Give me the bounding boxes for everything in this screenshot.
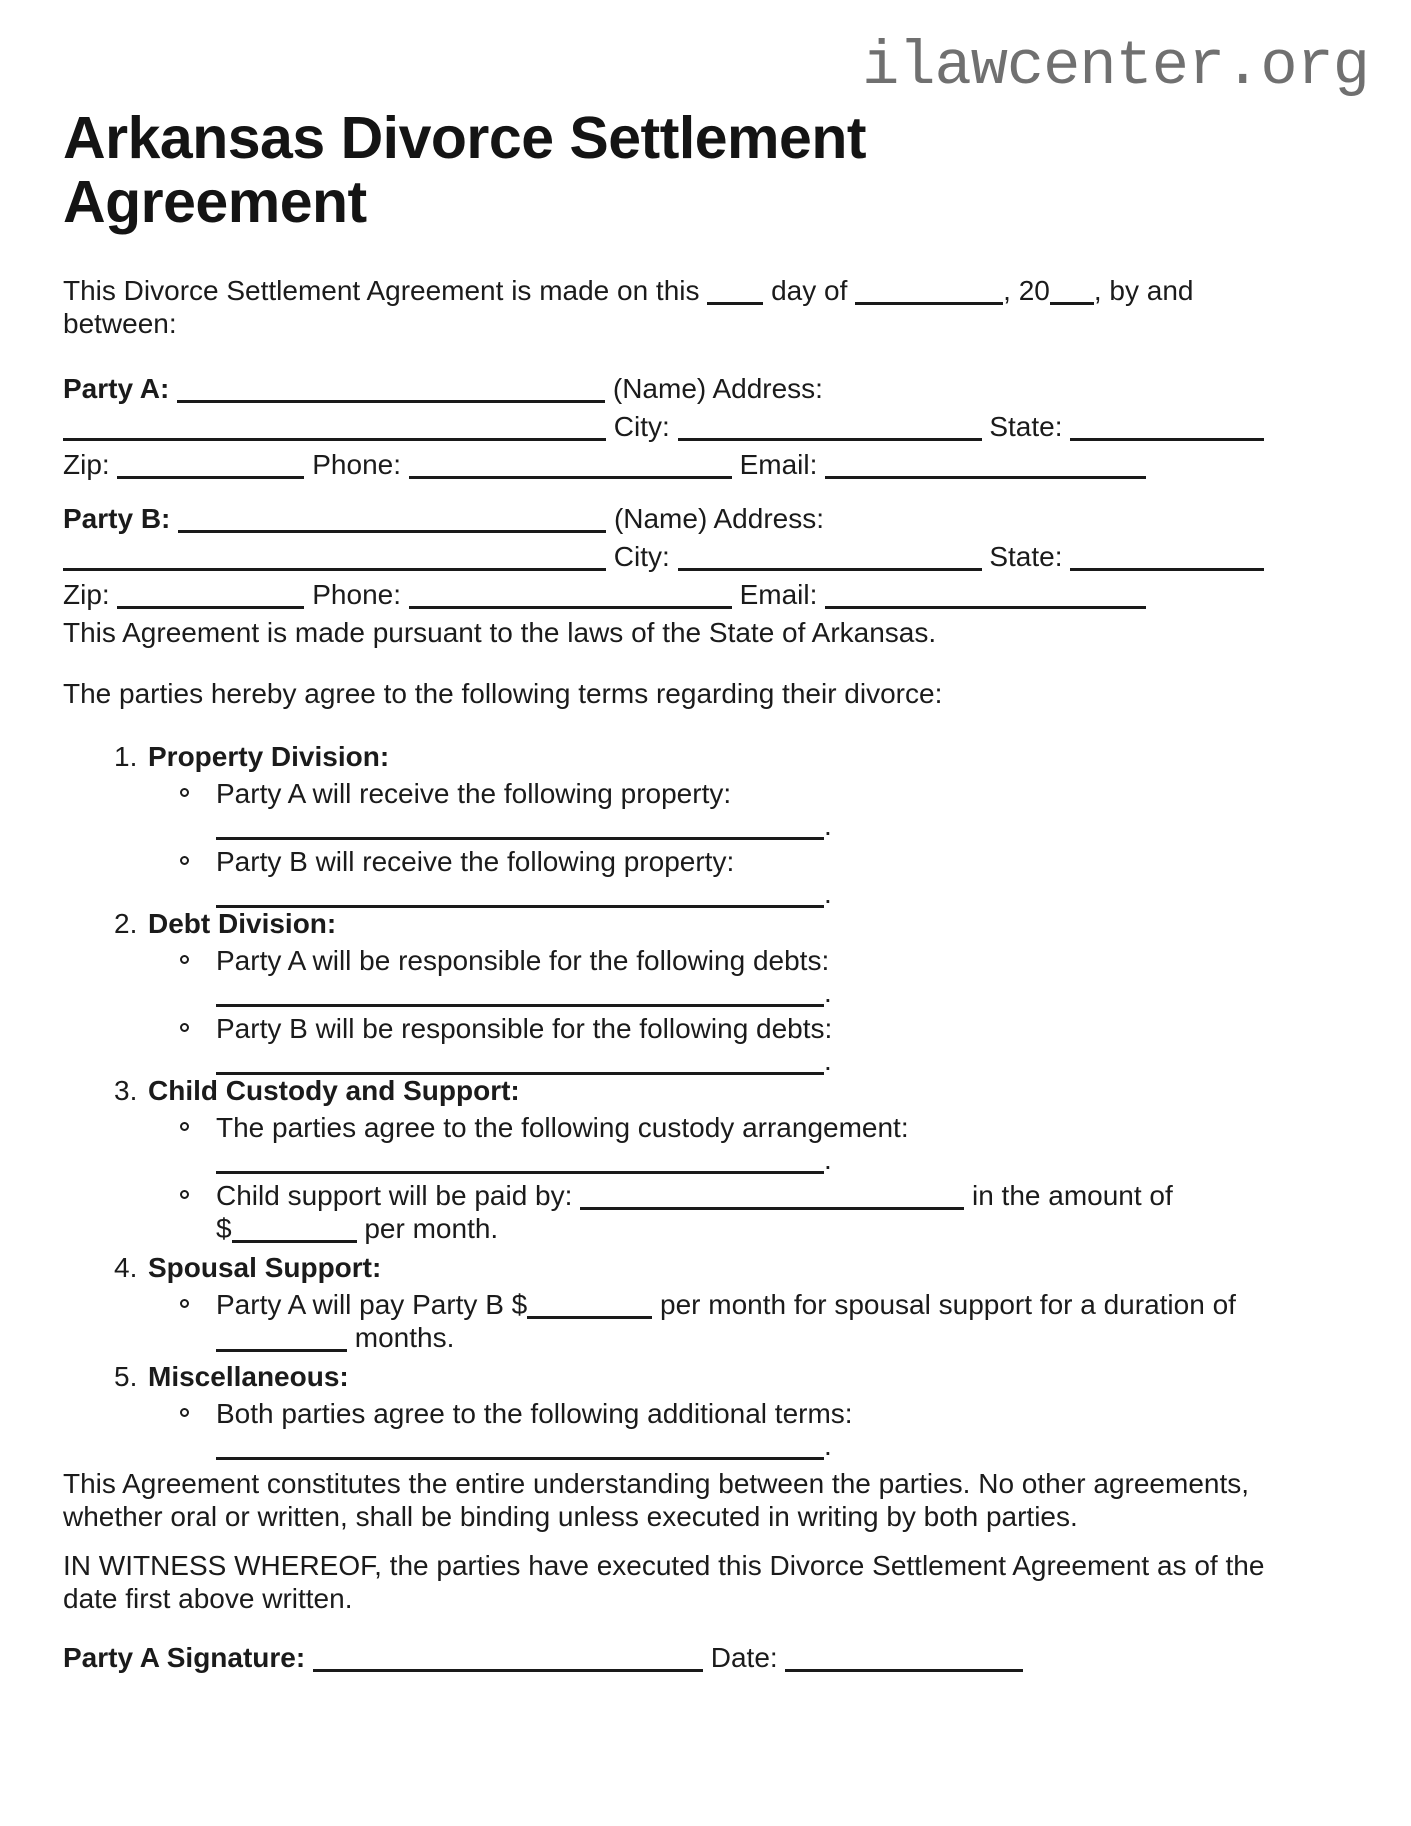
party-b-name-address-label: (Name) Address: bbox=[613, 503, 825, 534]
term-2-debt-division bbox=[63, 907, 1323, 940]
period-mark: . bbox=[824, 1430, 832, 1461]
term-2-title: Debt Division: bbox=[148, 908, 337, 939]
period-mark: . bbox=[824, 1144, 832, 1175]
circle-bullet-icon bbox=[180, 1111, 216, 1144]
misc-terms-blank-row bbox=[63, 1430, 1323, 1461]
spousal-mid: per month for spousal support for a duration bbox=[660, 1289, 1205, 1320]
term-5-title: Miscellaneous: bbox=[148, 1361, 349, 1392]
party-b-city-blank[interactable] bbox=[678, 551, 982, 571]
term-4-number: 4. bbox=[114, 1252, 138, 1283]
term-4-bullet-1 bbox=[63, 1288, 1323, 1354]
party-a-email-label: Email: bbox=[739, 449, 818, 480]
party-a-row-1 bbox=[63, 370, 1323, 408]
child-support-pre: Child support will be paid by: bbox=[216, 1180, 573, 1211]
pursuant-paragraph: This Agreement is made pursuant to the laws of the State of Arkansas. bbox=[63, 617, 937, 648]
year-blank[interactable] bbox=[1050, 285, 1094, 305]
witness-paragraph: IN WITNESS WHEREOF, the parties have executed this Divorce Settlement Agreement as of the date first above written. bbox=[63, 1550, 1265, 1614]
party-a-row-2 bbox=[63, 408, 1323, 446]
document-body bbox=[0, 274, 1411, 1677]
spousal-dollar: $ bbox=[511, 1289, 528, 1320]
debts-b-blank[interactable] bbox=[216, 1055, 824, 1075]
signature-row bbox=[63, 1639, 1323, 1677]
party-a-row-3 bbox=[63, 446, 1323, 484]
custody-blank[interactable] bbox=[216, 1154, 824, 1174]
debts-a-blank-row bbox=[63, 977, 1323, 1008]
circle-bullet-icon bbox=[180, 1397, 216, 1430]
month-blank[interactable] bbox=[855, 285, 1003, 305]
property-a-blank[interactable] bbox=[216, 820, 824, 840]
term-3-title: Child Custody and Support: bbox=[148, 1075, 520, 1106]
party-a-email-blank[interactable] bbox=[825, 459, 1146, 479]
period-mark: . bbox=[824, 1045, 832, 1076]
circle-bullet-icon bbox=[180, 1012, 216, 1045]
party-a-address-blank[interactable] bbox=[63, 421, 606, 441]
intro-line-end: , by and bbox=[1093, 275, 1194, 306]
terms-list bbox=[63, 740, 1323, 1461]
party-b-state-label: State: bbox=[989, 541, 1063, 572]
party-b-row-3 bbox=[63, 576, 1323, 614]
date-blank[interactable] bbox=[785, 1652, 1023, 1672]
circle-bullet-icon bbox=[180, 944, 216, 977]
document-title: Arkansas Divorce Settlement Agreement bbox=[63, 105, 867, 235]
term-3-child-custody bbox=[63, 1074, 1323, 1107]
intro-year-prefix: , 20 bbox=[1003, 275, 1050, 306]
spousal-duration-blank[interactable] bbox=[216, 1332, 347, 1352]
spousal-pre: Party A will pay Party B bbox=[216, 1289, 504, 1320]
child-support-payer-blank[interactable] bbox=[580, 1190, 964, 1210]
party-b-block bbox=[63, 500, 1323, 614]
date-label: Date: bbox=[710, 1642, 778, 1673]
spousal-post: months. bbox=[354, 1322, 455, 1353]
party-a-signature-blank[interactable] bbox=[313, 1652, 703, 1672]
party-a-block bbox=[63, 370, 1323, 484]
party-b-zip-label: Zip: bbox=[63, 579, 110, 610]
party-b-state-blank[interactable] bbox=[1070, 551, 1264, 571]
spousal-of: of bbox=[1212, 1289, 1236, 1320]
term-2-bullet-1: Party A will be responsible for the following debts: bbox=[63, 944, 1323, 977]
day-blank[interactable] bbox=[707, 285, 763, 305]
term-1-bullet-2: Party B will receive the following property: bbox=[63, 845, 1323, 878]
child-support-amount-blank[interactable] bbox=[232, 1223, 357, 1243]
party-a-name-address-label: (Name) Address: bbox=[612, 373, 823, 404]
party-a-signature-label: Party A Signature: bbox=[63, 1642, 306, 1673]
party-b-address-blank[interactable] bbox=[63, 551, 606, 571]
intro-line-1 bbox=[63, 274, 1323, 307]
intro-text-pre: This Divorce Settlement Agreement is made on this bbox=[63, 275, 700, 306]
party-a-city-label: City: bbox=[613, 411, 670, 442]
entire-agreement-paragraph: This Agreement constitutes the entire understanding between the parties. No other agreements, whether oral or written, shall be binding unless executed in writing by both parties. bbox=[63, 1468, 1250, 1532]
party-b-row-1 bbox=[63, 500, 1323, 538]
term-1-title: Property Division: bbox=[148, 741, 390, 772]
party-a-zip-blank[interactable] bbox=[117, 459, 304, 479]
term-3-bullet-1: The parties agree to the following custody arrangement: bbox=[63, 1111, 1323, 1144]
child-support-dollar: $ bbox=[216, 1213, 232, 1244]
intro-paragraph bbox=[63, 274, 1323, 340]
property-b-blank[interactable] bbox=[216, 888, 824, 908]
party-a-city-blank[interactable] bbox=[678, 421, 982, 441]
debts-a-blank[interactable] bbox=[216, 987, 824, 1007]
term-4-spousal-support bbox=[63, 1251, 1323, 1284]
intro-day-of: day of bbox=[771, 275, 848, 306]
period-mark: . bbox=[824, 977, 832, 1008]
term-5-miscellaneous bbox=[63, 1360, 1323, 1393]
party-a-label: Party A: bbox=[63, 373, 170, 404]
period-mark: . bbox=[824, 878, 832, 909]
term-1-number: 1. bbox=[114, 741, 138, 772]
term-5-number: 5. bbox=[114, 1361, 138, 1392]
term-2-number: 2. bbox=[114, 908, 138, 939]
hereby-paragraph: The parties hereby agree to the following terms regarding their divorce: bbox=[63, 678, 943, 709]
party-a-phone-label: Phone: bbox=[312, 449, 401, 480]
circle-bullet-icon bbox=[180, 777, 216, 810]
intro-line-2: between: bbox=[63, 308, 177, 339]
misc-terms-blank[interactable] bbox=[216, 1440, 824, 1460]
party-b-email-label: Email: bbox=[739, 579, 818, 610]
party-a-phone-blank[interactable] bbox=[409, 459, 732, 479]
debts-b-blank-row bbox=[63, 1045, 1323, 1076]
term-5-bullet-1: Both parties agree to the following additional terms: bbox=[63, 1397, 1323, 1430]
child-support-mid: in the amount of bbox=[971, 1180, 1173, 1211]
circle-bullet-icon bbox=[180, 845, 216, 878]
property-a-blank-row bbox=[63, 810, 1323, 841]
party-b-label: Party B: bbox=[63, 503, 171, 534]
term-2-bullet-2: Party B will be responsible for the following debts: bbox=[63, 1012, 1323, 1045]
party-b-email-blank[interactable] bbox=[825, 589, 1146, 609]
party-b-zip-blank[interactable] bbox=[117, 589, 304, 609]
child-support-post: per month. bbox=[364, 1213, 499, 1244]
party-b-phone-label: Phone: bbox=[312, 579, 401, 610]
term-1-property-division bbox=[63, 740, 1323, 773]
term-4-title: Spousal Support: bbox=[148, 1252, 382, 1283]
term-3-bullet-2 bbox=[63, 1179, 1323, 1245]
party-a-state-label: State: bbox=[989, 411, 1063, 442]
custody-blank-row bbox=[63, 1144, 1323, 1175]
party-b-name-blank[interactable] bbox=[178, 513, 606, 533]
party-b-city-label: City: bbox=[613, 541, 670, 572]
circle-bullet-icon bbox=[180, 1288, 216, 1354]
party-b-row-2 bbox=[63, 538, 1323, 576]
party-a-zip-label: Zip: bbox=[63, 449, 110, 480]
party-a-name-blank[interactable] bbox=[177, 383, 605, 403]
period-mark: . bbox=[824, 810, 832, 841]
term-3-number: 3. bbox=[114, 1075, 138, 1106]
property-b-blank-row bbox=[63, 878, 1323, 909]
term-1-bullet-1: Party A will receive the following property: bbox=[63, 777, 1323, 810]
site-logo: ilawcenter.org bbox=[862, 31, 1369, 102]
spousal-amount-blank[interactable] bbox=[527, 1299, 652, 1319]
party-b-phone-blank[interactable] bbox=[409, 589, 732, 609]
circle-bullet-icon bbox=[180, 1179, 216, 1245]
party-a-state-blank[interactable] bbox=[1070, 421, 1264, 441]
